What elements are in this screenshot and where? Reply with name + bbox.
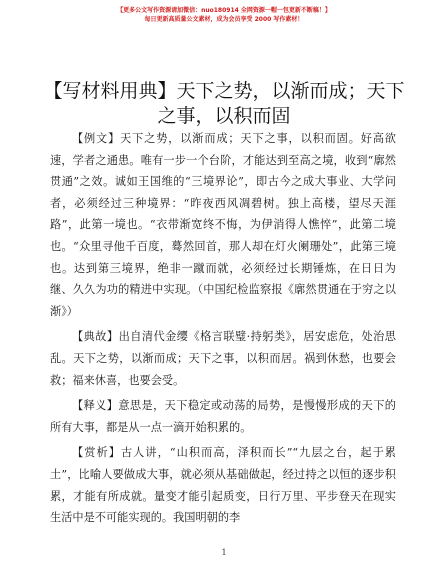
document-body xyxy=(50,128,396,533)
document-title: 【写材料用典】天下之势，以渐而成；天下之事，以积而固 xyxy=(43,80,405,127)
paragraph-tag: 【例文】 xyxy=(72,132,121,145)
paragraph-meaning xyxy=(50,395,396,438)
paragraph-text: 出自清代金缨《格言联璧·持躬类》，居安虑危，处治思乱。天下之势，以渐而成；天下之事，以积而居。祸到休愁，也要会救；福来休喜，也要会受。 xyxy=(50,330,396,387)
page-number: 1 xyxy=(221,548,227,557)
paragraph-tag: 【赏析】 xyxy=(72,446,121,460)
paragraph-text: 意思是，天下稳定或动荡的局势，是慢慢形成的天下的所有大事，都是从一点一滴开始积累的。 xyxy=(50,399,396,434)
paragraph-tag: 【典故】 xyxy=(72,330,119,344)
banner-line-1: 【更多公文写作资源请加微信：nuo180914 全网资源一帽一包更新不断稿！】 xyxy=(117,7,331,14)
banner-line-2: 每日更新高质量公文素材，成为会员享受 2000 写作素材！ xyxy=(144,16,304,23)
paragraph-text: 古人讲，“山积而高，泽积而长”“九层之台，起于累土”，比喻人要做成大事，就必须从基础做起，经过持之以恒的逐步积累，才能有所成就。量变才能引起质变，日行万里、平步登天在现实生活中是不可能实现的。我国明朝的李 xyxy=(50,446,396,525)
header-banner xyxy=(0,6,448,24)
paragraph-allusion xyxy=(50,326,396,391)
paragraph-tag: 【释义】 xyxy=(72,399,119,413)
paragraph-example xyxy=(50,128,396,322)
paragraph-appreciation xyxy=(50,442,396,528)
paragraph-text: 天下之势，以渐而成；天下之事，以积而固。好高欲速，学者之通患。唯有一步一个台阶，才能达到至高之境，收到“廓然贯通”之效。诚如王国维的“三境界论”，即古今之成大事业、大学问者，必须经过三种境界：“昨夜西风凋碧树。独上高楼，望尽天涯路”，此第一境也。“衣带渐宽终不悔，为伊消得人憔悴”，此第二境也。“众里寻他千百度，蓦然回首，那人却在灯火阑珊处”，此第三境也。达到第三境界，绝非一蹴而就，必须经过长期锤炼，在日日为继、久久为功的精进中实现。（中国纪检监察报《廓然贯通在于穷之以渐》） xyxy=(50,132,396,318)
